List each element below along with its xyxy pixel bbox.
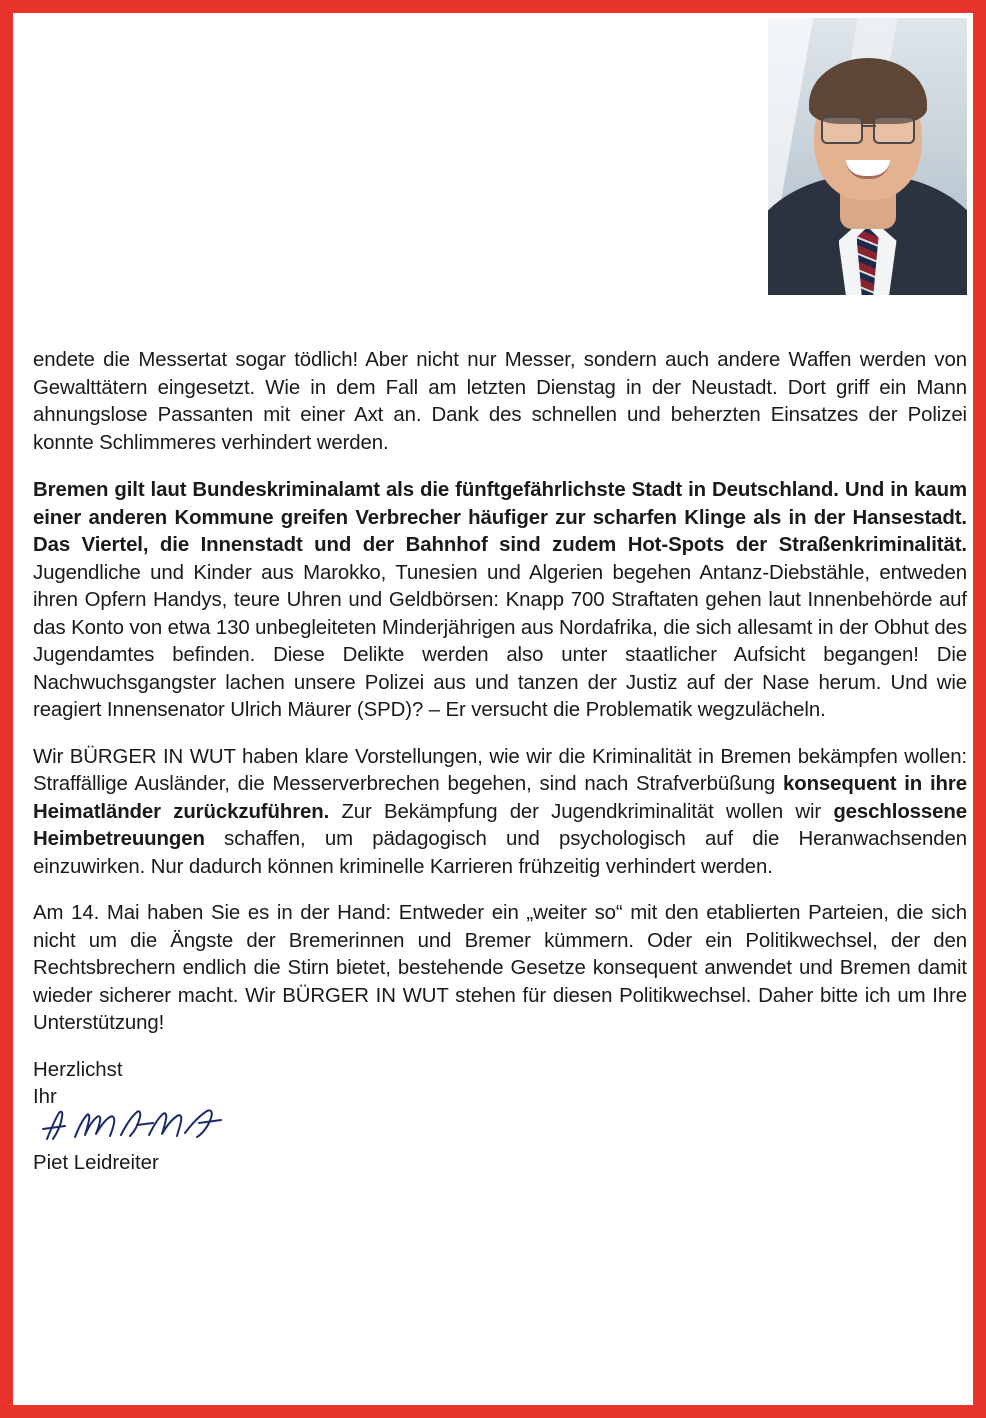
handwritten-signature-icon bbox=[41, 1103, 271, 1149]
portrait-photo bbox=[768, 18, 967, 295]
body-text: Am 14. Mai haben Sie es in der Hand: Entweder ein „weiter so“ mit den etablierten Parteien, die sich nicht um die Ängste der Bremerinnen und Bremer kümmern. Oder ein Politikwechsel, der den Rechtsbrechern endlich die Stirn bietet, bestehende Gesetze konsequent anwendet und Bremen damit wieder sicherer macht. Wir BÜRGER IN WUT stehen für diesen Politikwechsel. Daher bitte ich um Ihre Unterstützung! bbox=[33, 902, 967, 1034]
body-text: Jugendliche und Kinder aus Marokko, Tunesien und Algerien begehen Antanz-Diebstähle, entweden ihren Opfern Handys, teure Uhren und Geldbörsen: Knapp 700 Straftaten gehen laut Innenbehörde auf das Konto von etwa 130 unbegleiteten Minderjährigen aus Nordafrika, die sich allesamt in der Obhut des Jugendamtes befinden. Diese Delikte werden also unter staatlicher Aufsicht begangen! Die Nachwuchsgangster lachen unsere Polizei aus und tanzen der Justiz auf der Nase herum. Und wie reagiert Innensenator Ulrich Mäurer (SPD)? – Er versucht die Problematik wegzulächeln. bbox=[33, 561, 968, 721]
emphasis-text: konsequent in ihre Heimatländer zurückzuführen. bbox=[33, 773, 967, 823]
letter-body bbox=[33, 347, 967, 1175]
paragraph-1 bbox=[33, 347, 967, 457]
signature-area bbox=[33, 1109, 967, 1149]
letter-inner bbox=[13, 13, 973, 1405]
body-text: Wir BÜRGER IN WUT haben klare Vorstellungen, wie wir die Kriminalität in Bremen bekämpfen wollen: Straffällige Ausländer, die Messerverbrechen begehen, sind nach Strafverbüßung bbox=[33, 745, 967, 795]
paragraph-2 bbox=[33, 477, 967, 725]
closing-line-2: Ihr bbox=[33, 1085, 57, 1108]
emphasis-text: geschlossene Heimbetreuungen bbox=[33, 800, 967, 850]
closing-line-1: Herzlichst bbox=[33, 1058, 123, 1081]
body-text: schaffen, um pädagogisch und psychologisch auf die Heranwachsenden einzuwirken. Nur dadurch können kriminelle Karrieren frühzeitig verhindert werden. bbox=[33, 828, 967, 878]
body-text: Zur Bekämpfung der Jugendkriminalität wollen wir bbox=[329, 800, 834, 823]
signature-name: Piet Leidreiter bbox=[33, 1151, 159, 1174]
body-text: endete die Messertat sogar tödlich! Aber nicht nur Messer, sondern auch andere Waffen werden von Gewalttätern eingesetzt. Wie in dem Fall am letzten Dienstag in der Neustadt. Dort griff ein Mann ahnungslose Passanten mit einer Axt an. Dank des schnellen und beherzten Einsatzes der Polizei konnte Schlimmeres verhindert werden. bbox=[33, 349, 967, 454]
paragraph-3 bbox=[33, 744, 967, 882]
emphasis-text: Bremen gilt laut Bundeskriminalamt als die fünftgefährlichste Stadt in Deutschland. Und in kaum einer anderen Kommune greifen Verbrecher häufiger zur scharfen Klinge als in der Hansestadt. Das Viertel, die Innenstadt und der Bahnhof sind zudem Hot-Spots der Straßenkriminalität. bbox=[33, 479, 967, 556]
glasses-icon bbox=[819, 116, 917, 140]
closing-block bbox=[33, 1057, 967, 1175]
paragraph-4 bbox=[33, 900, 967, 1038]
